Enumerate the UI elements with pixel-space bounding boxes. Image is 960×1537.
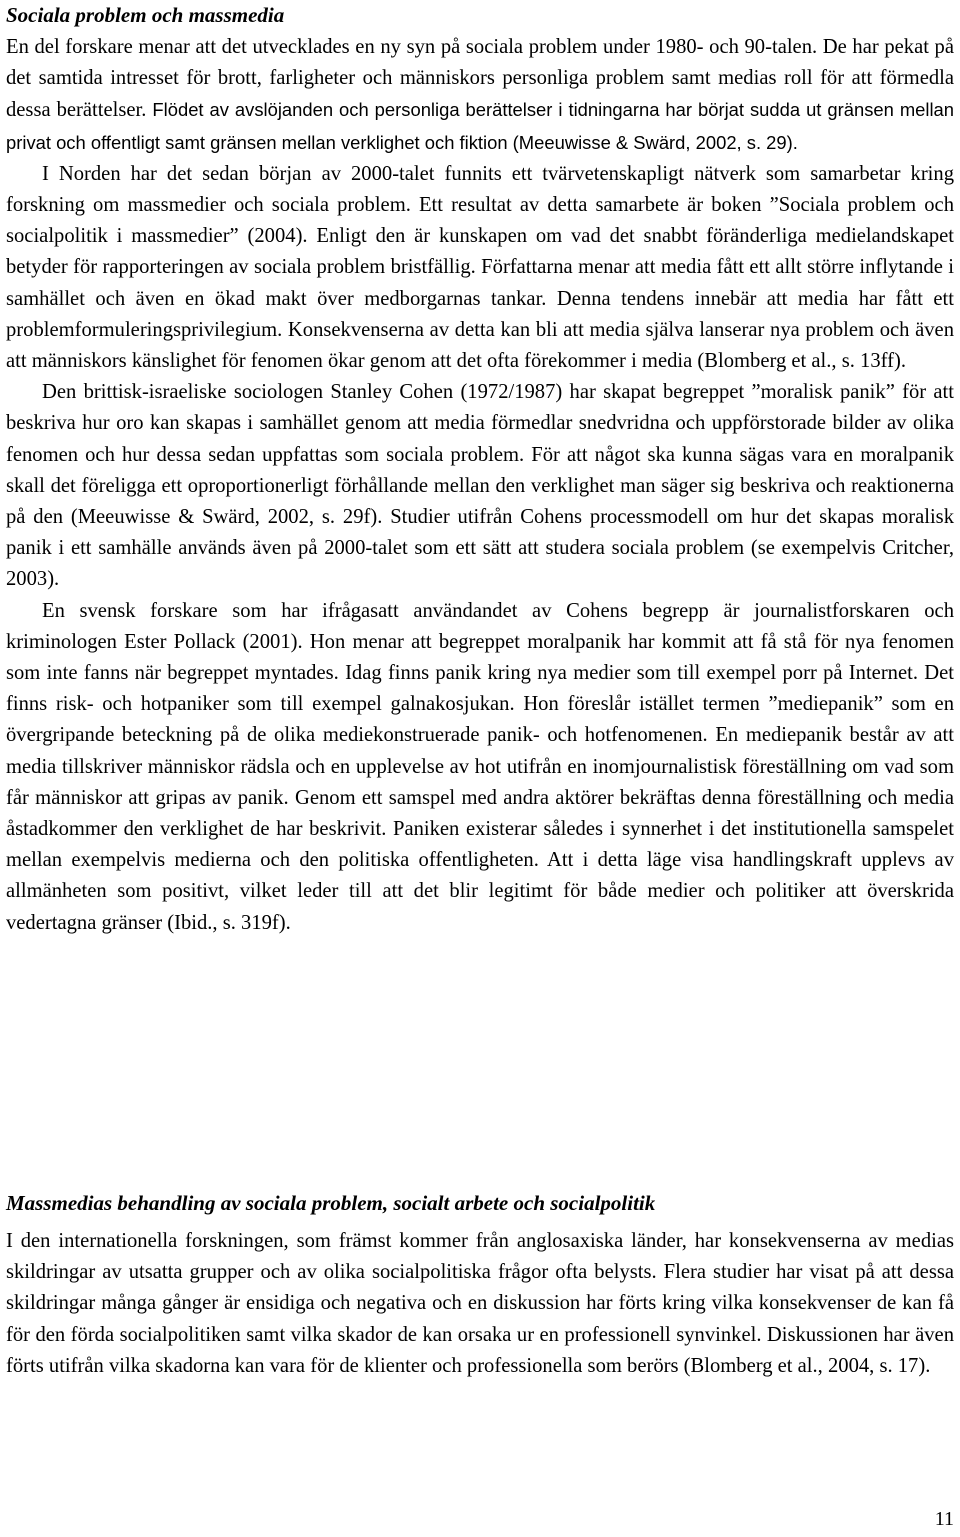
section-heading-massmedias-behandling: Massmedias behandling av sociala problem, socialt arbete och socialpolitik xyxy=(6,1191,656,1215)
section-body-sociala-problem xyxy=(6,32,954,939)
paragraph-4: En svensk forskare som har ifrågasatt användandet av Cohens begrepp är journalistforskaren och kriminologen Ester Pollack (2001). Hon menar att begreppet moralpanik har kommit att få stå för nya fenomen som inte fanns när begreppet myntades. Idag finns panik kring nya medier som till exempel porr på Internet. Det finns risk- och hotpaniker som till exempel galnakosjukan. Hon föreslår istället termen ”mediepanik” som en övergripande beteckning på de olika mediekonstruerade panik- och hotfenomenen. En mediepanik består av att media tillskriver människor rädsla och en upplevelse av hot utifrån en inomjournalistisk föreställning om vad som får människor att gripas av panik. Genom ett samspel med andra aktörer bekräftas denna föreställning och media åstadkommer den verklighet de har beskrivit. Paniken existerar således i synnerhet i det institutionella samspelet mellan exempelvis medierna och den politiska offentligheten. Att i detta läge visa handlingskraft upplevs av allmänheten som positivt, vilket leder till att det blir legitimt för både medier och politiker att överskrida vedertagna gränser (Ibid., s. 319f). xyxy=(6,599,954,934)
paragraph-5: I den internationella forskningen, som främst kommer från anglosaxiska länder, har konsekvenserna av medias skildringar av utsatta grupper och av olika socialpolitiska frågor ofta belysts. Flera studier har visat på att dessa skildringar många gånger är ensidiga och negativa och en diskussion har förts kring vilka konsekvenser de kan få för den förda socialpolitiken samt vilka skador de kan orsaka ur en professionell synvinkel. Diskussionen har även förts utifrån vilka skadorna kan vara för de klienter och professionella som berörs (Blomberg et al., 2004, s. 17). xyxy=(6,1230,954,1377)
section-heading-sociala-problem: Sociala problem och massmedia xyxy=(6,3,285,27)
paragraph-2: I Norden har det sedan början av 2000-talet funnits ett tvärvetenskapligt nätverk som samarbetar kring forskning om massmedier och sociala problem. Ett resultat av detta samarbete är boken ”Sociala problem och socialpolitik i massmedier” (2004). Enligt den är kunskapen om vad det snabbt föränderliga medielandskapet betyder för rapporteringen av sociala problem bristfällig. Författarna menar att media fått ett allt större inflytande i samhället och även en ökad makt över medborgarnas tankar. Denna tendens innebär att media har fått ett problemformuleringsprivilegium. Konsekvenserna av detta kan bli att media själva lanserar nya problem och även att människors känslighet för fenomen ökar genom att det ofta förekommer i media (Blomberg et al., s. 13ff). xyxy=(6,162,954,373)
paragraph-1-sans-text: Flödet av avslöjanden och personliga berättelser i tidningarna har börjat sudda ut gränsen mellan privat och offentligt samt gränsen mellan verklighet och fiktion (Meeuwisse & Swärd, 2002, s. 29). xyxy=(6,99,954,153)
page-number: 11 xyxy=(934,1508,954,1530)
paragraph-1-serif-text: En del forskare menar att det utvecklades en ny syn på sociala problem under 1980- och 90-talen. De har pekat på det samtida intresset för brott, farligheter och människors personliga problem samt medias roll för att förmedla dessa berättelser. xyxy=(6,36,954,122)
paragraph-1 xyxy=(6,32,954,159)
paragraph-3: Den brittisk-israeliske sociologen Stanley Cohen (1972/1987) har skapat begreppet ”moralisk panik” för att beskriva hur oro kan skapas i samhället genom att media förmedlar snedvridna och uppförstorade bilder av olika fenomen och hur dessa sedan uppfattas som sociala problem. För att något ska kunna sägas vara en moralpanik skall det föreligga ett oproportionerligt förhållande mellan den verklighet man säger sig beskriva och reaktionerna på den (Meeuwisse & Swärd, 2002, s. 29f). Studier utifrån Cohens processmodell om hur det skapas moralisk panik i ett samhälle används även på 2000-talet som ett sätt att studera sociala problem (se exempelvis Critcher, 2003). xyxy=(6,381,954,591)
section-body-massmedias-behandling xyxy=(6,1226,954,1382)
